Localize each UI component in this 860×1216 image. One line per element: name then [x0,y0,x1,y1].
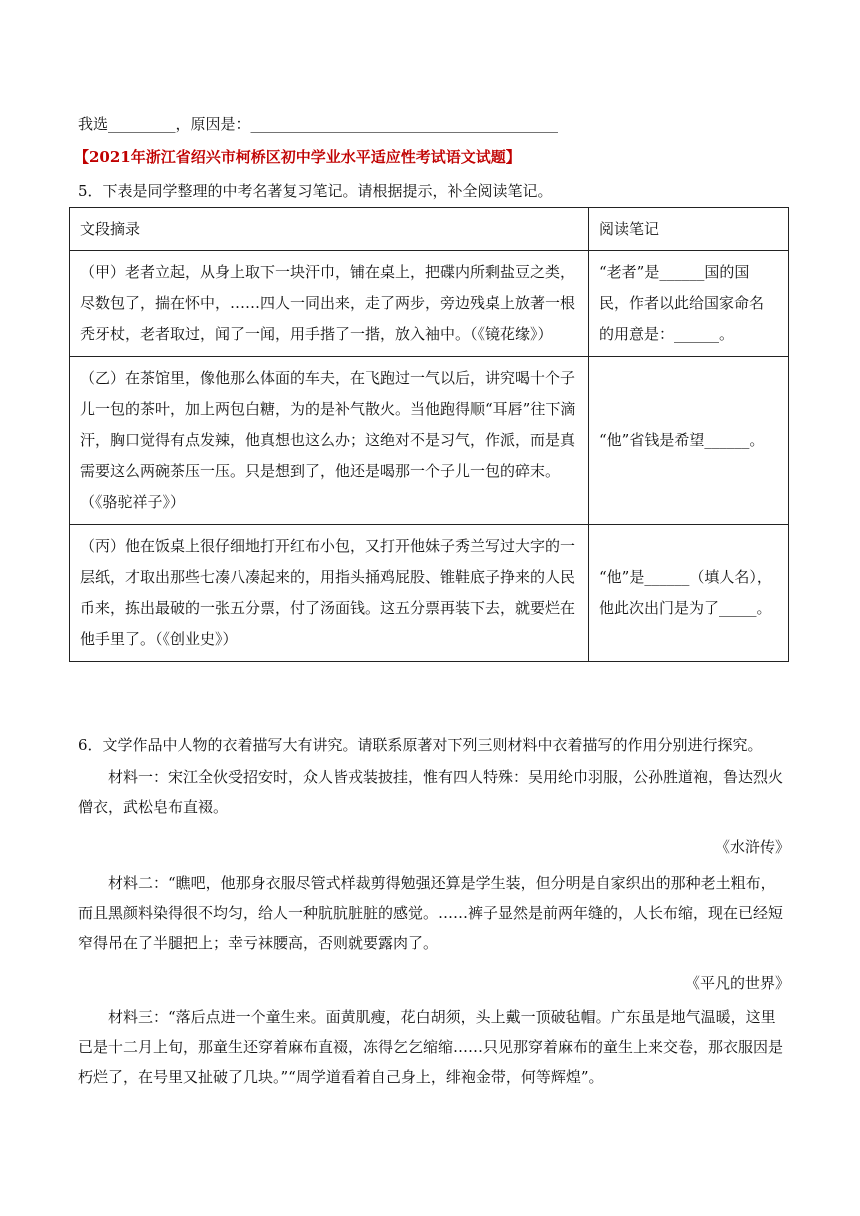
table-row [70,357,789,525]
note-cell-bing: “他”是______（填人名），他此次出门是为了_____。 [589,525,789,662]
note-cell-jia: “老者”是______国的国民，作者以此给国家命名的用意是：______。 [589,251,789,357]
table-row [70,251,789,357]
material-1-source: 《水浒传》 [714,838,790,856]
material-2-source: 《平凡的世界》 [684,974,790,992]
reading-notes-table [69,207,789,662]
header-note: 阅读笔记 [589,208,789,251]
material-2: 材料二：“瞧吧，他那身衣服尽管式样裁剪得勉强还算是学生装，但分明是自家织出的那种老土粗布，而且黑颜料染得很不均匀，给人一种肮肮脏脏的感觉。……裤子显然是前两年缝的，人长布缩，现在已经短窄得吊在了半腿把上；幸亏袜腰高，否则就要露肉了。 [78,874,784,952]
table-row [70,525,789,662]
material-3: 材料三：“落后点进一个童生来。面黄肌瘦，花白胡须，头上戴一顶破毡帽。广东虽是地气温暖，这里已是十二月上旬，那童生还穿着麻布直裰，冻得乞乞缩缩……只见那穿着麻布的童生上来交卷，那衣服因是朽烂了，在号里又扯破了几块。”“周学道看着自己身上，绯袍金带，何等辉煌”。 [78,1008,784,1086]
table-header-row [70,208,789,251]
note-cell-yi: “他”省钱是希望______。 [589,357,789,525]
excerpt-cell-bing: （丙）他在饭桌上很仔细地打开红布小包，又打开他妹子秀兰写过大字的一层纸，才取出那些七凑八凑起来的，用指头捅鸡屁股、锥鞋底子挣来的人民币来，拣出最破的一张五分票，付了汤面钱。这五分票再装下去，就要烂在他手里了。（《创业史》） [70,525,589,662]
excerpt-cell-jia: （甲）老者立起，从身上取下一块汗巾，铺在桌上，把碟内所剩盐豆之类，尽数包了，揣在怀中，……四人一同出来，走了两步，旁边残桌上放著一根秃牙杖，老者取过，闻了一闻，用手揩了一揩，放入袖中。（《镜花缘》） [70,251,589,357]
material-1: 材料一：宋江全伙受招安时，众人皆戎装披挂，惟有四人特殊：吴用纶巾羽服，公孙胜道袍，鲁达烈火僧衣，武松皂布直裰。 [78,768,784,816]
question-5-prompt: 5．下表是同学整理的中考名著复习笔记。请根据提示，补全阅读笔记。 [78,182,553,200]
question-6-prompt: 6．文学作品中人物的衣着描写大有讲究。请联系原著对下列三则材料中衣着描写的作用分别进行探究。 [78,736,763,754]
exam-source-heading: 【2021年浙江省绍兴市柯桥区初中学业水平适应性考试语文试题】 [74,148,521,166]
previous-answer-line: 我选_________，原因是：_________________________________________ [78,115,559,133]
header-excerpt: 文段摘录 [70,208,589,251]
excerpt-cell-yi: （乙）在茶馆里，像他那么体面的车夫，在飞跑过一气以后，讲究喝十个子儿一包的茶叶，加上两包白糖，为的是补气散火。当他跑得顺“耳唇”往下滴汗，胸口觉得有点发辣，他真想也这么办；这绝对不是习气，作派，而是真需要这么两碗茶压一压。只是想到了，他还是喝那一个子儿一包的碎末。（《骆驼祥子》） [70,357,589,525]
